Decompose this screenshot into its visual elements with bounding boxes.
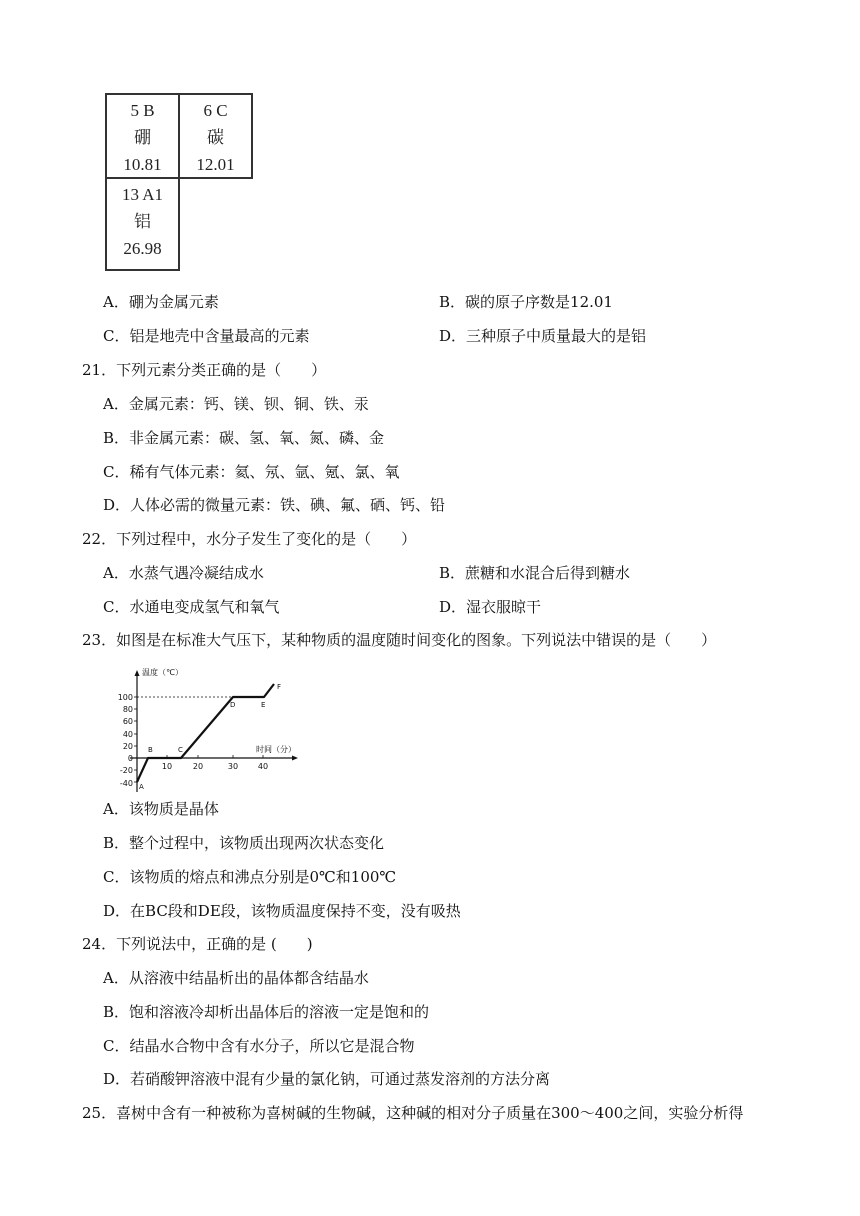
point-label-a: A bbox=[139, 783, 144, 791]
q22-option-b: B．蔗糖和水混合后得到糖水 bbox=[439, 564, 631, 582]
q22-option-a: A．水蒸气遇冷凝结成水 bbox=[103, 564, 264, 582]
q21-option-b: B．非金属元素：碳、氢、氧、氮、磷、金 bbox=[103, 429, 385, 447]
y-tick-label: 100 bbox=[117, 693, 133, 702]
y-tick-label: 60 bbox=[122, 717, 133, 726]
q23-stem: 23．如图是在标准大气压下，某种物质的温度随时间变化的图象。下列说法中错误的是（ ） bbox=[82, 631, 717, 649]
q23-option-b: B．整个过程中，该物质出现两次状态变化 bbox=[103, 834, 385, 852]
temperature-time-graph bbox=[108, 662, 298, 792]
y-tick-label: 80 bbox=[122, 705, 133, 714]
x-axis-arrow bbox=[292, 756, 298, 761]
x-tick-labels bbox=[162, 762, 268, 771]
y-tick-label: -40 bbox=[119, 779, 133, 788]
y-tick-label: 20 bbox=[122, 742, 133, 751]
periodic-table-fragment bbox=[105, 93, 259, 271]
point-label-d: D bbox=[230, 701, 236, 709]
x-axis-label: 时间（分） bbox=[256, 745, 296, 754]
x-tick-label: 30 bbox=[227, 762, 239, 771]
q22-option-d: D．湿衣服晾干 bbox=[439, 598, 542, 616]
point-label-f: F bbox=[277, 683, 282, 691]
element-mass: 26.98 bbox=[123, 239, 162, 258]
y-tick-labels bbox=[118, 693, 133, 788]
q23-option-c: C．该物质的熔点和沸点分别是0℃和100℃ bbox=[103, 868, 397, 886]
q25-stem: 25．喜树中含有一种被称为喜树碱的生物碱，这种碱的相对分子质量在300～400之间，实验分析得 bbox=[82, 1104, 744, 1122]
point-label-c: C bbox=[178, 746, 183, 754]
element-name: 硼 bbox=[134, 128, 151, 147]
element-name: 铝 bbox=[134, 212, 151, 231]
element-number-symbol: 13 A1 bbox=[121, 185, 164, 204]
q20-option-d: D．三种原子中质量最大的是铝 bbox=[439, 327, 647, 345]
q20-option-b: B．碳的原子序数是12.01 bbox=[439, 293, 613, 311]
point-label-b: B bbox=[148, 746, 153, 754]
q23-option-a: A．该物质是晶体 bbox=[103, 800, 219, 818]
y-axis-label: 温度（℃） bbox=[142, 668, 183, 677]
y-tick-label: 0 bbox=[127, 754, 133, 763]
q21-stem: 21．下列元素分类正确的是（ ） bbox=[82, 361, 327, 379]
q22-stem: 22．下列过程中，水分子发生了变化的是（ ） bbox=[82, 530, 417, 548]
y-axis-arrow bbox=[135, 670, 140, 676]
element-name: 碳 bbox=[207, 128, 224, 147]
q20-option-a: A．硼为金属元素 bbox=[103, 293, 219, 311]
q21-option-c: C．稀有气体元素：氦、氖、氩、氪、氯、氧 bbox=[103, 463, 400, 481]
y-tick-label: 40 bbox=[122, 730, 133, 739]
element-cell-carbon bbox=[178, 93, 253, 179]
point-labels bbox=[139, 683, 281, 791]
q20-option-c: C．铝是地壳中含量最高的元素 bbox=[103, 327, 310, 345]
q23-option-d: D．在BC段和DE段，该物质温度保持不变，没有吸热 bbox=[103, 902, 461, 920]
x-tick-label: 20 bbox=[192, 762, 204, 771]
element-number-symbol: 5 B bbox=[130, 101, 155, 120]
element-mass: 12.01 bbox=[196, 155, 235, 174]
q21-option-d: D．人体必需的微量元素：铁、碘、氟、硒、钙、铅 bbox=[103, 496, 446, 514]
q24-option-b: B．饱和溶液冷却析出晶体后的溶液一定是饱和的 bbox=[103, 1003, 430, 1021]
q24-stem: 24．下列说法中，正确的是 ( ) bbox=[82, 935, 313, 953]
q24-option-d: D．若硝酸钾溶液中混有少量的氯化钠，可通过蒸发溶剂的方法分离 bbox=[103, 1070, 551, 1088]
x-tick-label: 10 bbox=[161, 762, 173, 771]
element-cell-aluminium bbox=[105, 177, 180, 271]
q24-option-c: C．结晶水合物中含有水分子，所以它是混合物 bbox=[103, 1037, 415, 1055]
element-mass: 10.81 bbox=[123, 155, 162, 174]
q24-option-a: A．从溶液中结晶析出的晶体都含结晶水 bbox=[103, 969, 369, 987]
element-number-symbol: 6 C bbox=[203, 101, 228, 120]
point-label-e: E bbox=[261, 701, 266, 709]
q22-option-c: C．水通电变成氢气和氧气 bbox=[103, 598, 280, 616]
q21-option-a: A．金属元素：钙、镁、钡、铜、铁、汞 bbox=[103, 395, 369, 413]
element-cell-boron bbox=[105, 93, 180, 179]
y-tick-label: -20 bbox=[119, 766, 133, 775]
temperature-curve bbox=[137, 684, 274, 782]
x-tick-label: 40 bbox=[257, 762, 269, 771]
